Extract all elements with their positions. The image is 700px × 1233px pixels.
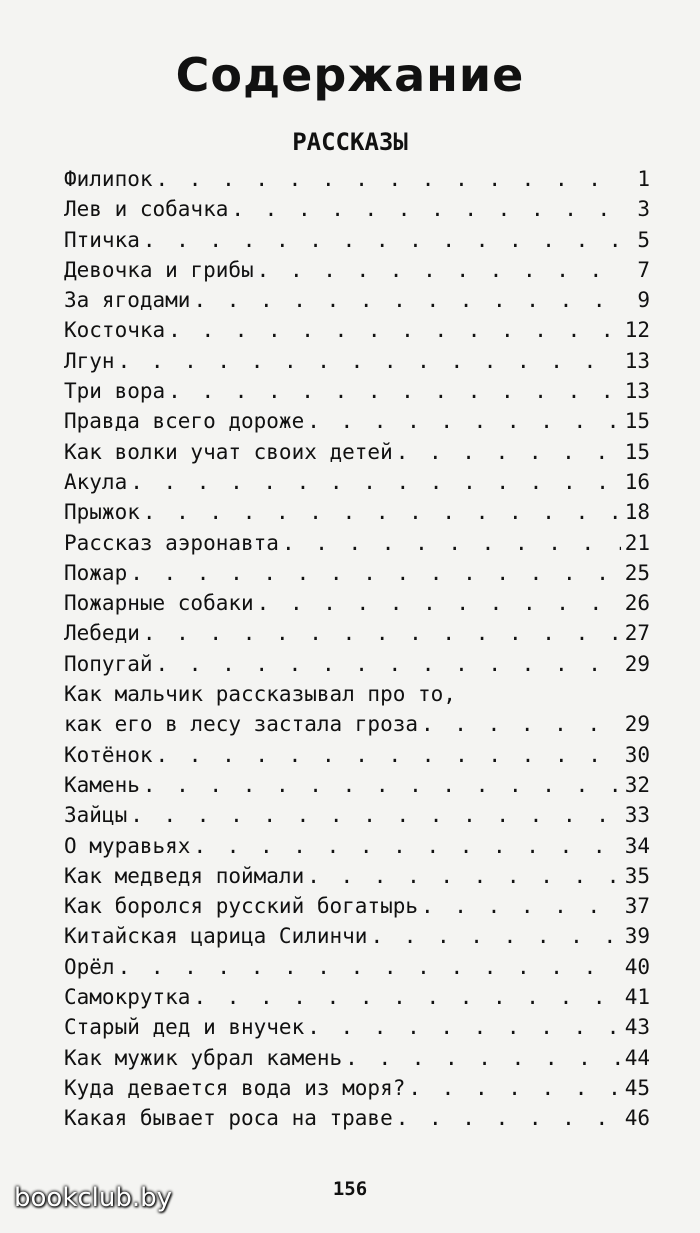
toc-entry [64,561,650,591]
toc-entry-page: 1 [637,167,650,191]
dot-leader [143,773,621,797]
toc-entry [64,167,650,197]
toc-entry [64,258,650,288]
dot-leader [282,531,621,555]
toc-entry [64,318,650,348]
dot-leader [193,834,621,858]
toc-entry-title: Как волки учат своих детей [64,439,393,464]
toc-entry-title: Косточка [64,318,166,343]
toc-entry-page: 30 [624,742,650,767]
toc-entry [64,652,650,682]
toc-entry-page: 35 [624,863,650,888]
toc-entry-title: Птичка [64,227,140,252]
dot-leader [307,409,621,433]
toc-entry-title: Три вора [64,379,166,404]
toc-entry-title: Китайская царица Силинчи [64,924,368,949]
dot-leader [193,985,621,1009]
toc-entry-page: 5 [637,227,650,252]
toc-entry-title: Девочка и грибы [64,257,254,282]
toc-entry [64,1106,650,1136]
toc-entry [64,621,650,651]
toc-entry [64,1076,650,1106]
toc-entry-page: 40 [624,954,650,979]
toc-entry-title: Какая бывает роса на траве [64,1106,393,1131]
toc-entry-title: Зайцы [64,803,128,828]
toc-entry [64,682,650,712]
section-heading: РАССКАЗЫ [292,128,408,156]
toc-entry [64,743,650,773]
toc-entry-page: 13 [624,348,650,373]
toc-entry-title: как его в лесу застала гроза [64,712,419,737]
toc-entry [64,470,650,500]
watermark: bookclub.by [14,1183,173,1213]
toc-entry [64,409,650,439]
dot-leader [421,712,621,736]
toc-entry [64,985,650,1015]
toc-entry-title: Куда девается вода из моря? [64,1075,406,1100]
toc-entry [64,440,650,470]
dot-leader [130,470,621,494]
toc-entry [64,894,650,924]
dot-leader [345,1046,621,1070]
toc-entry-title: Как мальчик рассказывал про то, [64,682,456,707]
toc-entry [64,834,650,864]
toc-entry-page: 7 [637,257,650,282]
toc-entry [64,712,650,742]
toc-entry-page: 9 [637,288,650,313]
toc-entry-title: Камень [64,772,140,797]
table-of-contents [64,167,650,1137]
dot-leader [307,1015,621,1039]
toc-entry-page: 13 [624,379,650,404]
dot-leader [168,379,621,403]
toc-entry-title: Попугай [64,651,153,676]
toc-entry-title: Лев и собачка [64,197,229,222]
toc-entry-title: Пожар [64,560,128,585]
toc-entry-page: 39 [624,924,650,949]
page-number: 156 [332,1178,368,1200]
toc-entry-title: Пожарные собаки [64,591,254,616]
toc-entry-page: 16 [624,469,650,494]
toc-entry-page: 32 [624,772,650,797]
toc-entry-page: 45 [624,1075,650,1100]
toc-entry-page: 43 [624,1015,650,1040]
toc-entry-page: 44 [624,1045,650,1070]
toc-entry-page: 46 [624,1106,650,1131]
toc-entry [64,1015,650,1045]
toc-entry-page: 18 [624,500,650,525]
toc-entry-page: 15 [624,439,650,464]
dot-leader [193,288,621,312]
toc-entry-title: Лебеди [64,621,140,646]
dot-leader [396,1106,621,1130]
toc-entry-title: Как мужик убрал камень [64,1045,343,1070]
toc-entry-title: За ягодами [64,288,191,313]
toc-entry-page: 21 [624,530,650,555]
toc-entry-page: 37 [624,894,650,919]
dot-leader [257,591,621,615]
toc-entry-page: 34 [624,833,650,858]
toc-entry-title: Правда всего дороже [64,409,305,434]
toc-entry-title: Рассказ аэронавта [64,530,279,555]
dot-leader [168,318,621,342]
dot-leader [408,1076,621,1100]
toc-entry [64,803,650,833]
toc-entry [64,288,650,318]
toc-entry [64,591,650,621]
toc-entry [64,531,650,561]
dot-leader [257,258,621,282]
dot-leader [143,500,621,524]
toc-entry [64,955,650,985]
toc-entry [64,924,650,954]
toc-entry-page: 3 [637,197,650,222]
dot-leader [396,440,621,464]
dot-leader [156,652,621,676]
dot-leader [130,561,621,585]
toc-entry [64,864,650,894]
toc-entry [64,228,650,258]
toc-entry-title: Орёл [64,954,115,979]
toc-entry [64,1046,650,1076]
toc-entry-title: Котёнок [64,742,153,767]
toc-entry-title: Филипок [64,167,153,191]
dot-leader [143,621,621,645]
toc-entry-title: О муравьях [64,833,191,858]
toc-entry [64,349,650,379]
toc-entry [64,773,650,803]
dot-leader [118,349,621,373]
toc-entry [64,197,650,227]
toc-entry-page: 29 [624,712,650,737]
toc-entry-page: 12 [624,318,650,343]
dot-leader [156,743,621,767]
toc-entry-page: 27 [624,621,650,646]
toc-entry-page: 25 [624,560,650,585]
dot-leader [130,803,621,827]
toc-entry-title: Как боролся русский богатырь [64,894,419,919]
dot-leader [156,167,621,191]
toc-entry-title: Акула [64,469,128,494]
dot-leader [307,864,621,888]
toc-entry-title: Самокрутка [64,985,191,1010]
toc-entry-page: 41 [624,985,650,1010]
toc-entry [64,500,650,530]
dot-leader [370,924,621,948]
dot-leader [118,955,621,979]
toc-entry-title: Прыжок [64,500,140,525]
toc-entry [64,379,650,409]
dot-leader [143,228,621,252]
toc-entry-title: Как медведя поймали [64,863,305,888]
page-title: Содержание [175,48,525,102]
dot-leader [421,894,621,918]
toc-entry-page: 33 [624,803,650,828]
toc-entry-title: Старый дед и внучек [64,1015,305,1040]
toc-entry-title: Лгун [64,348,115,373]
toc-entry-page: 26 [624,591,650,616]
dot-leader [231,197,621,221]
toc-entry-page: 15 [624,409,650,434]
toc-entry-page: 29 [624,651,650,676]
